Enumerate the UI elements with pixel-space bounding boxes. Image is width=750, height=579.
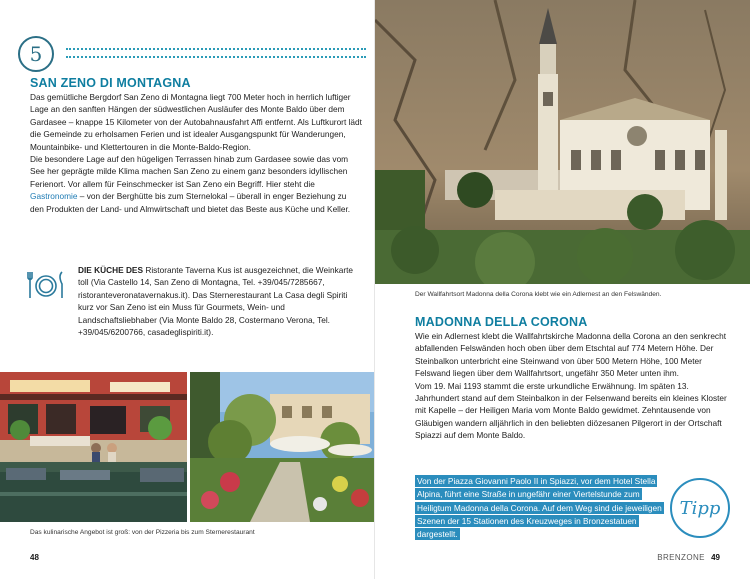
photo-caption-right: Der Wallfahrtsort Madonna della Corona klebt wie ein Adlernest an den Felswänden. (415, 291, 662, 298)
paragraph: Die besondere Lage auf den hügeligen Terrassen hinab zum Gardasee sowie das vom See her geprägte milde Klima machen San Zeno zu einem ganz besonders idyllischen Ferienort. Vor allem für Feinschmecker ist San Zeno ein Begriff. Hier steht die Gastronomie – von der Berghütte bis zum Sternelokal – überall in enger Beziehung zu den Produkten der Land- und Almwirtschaft und bietet das Beste aus Küche und Keller. (30, 154, 351, 214)
page-number-right: 49 (711, 553, 720, 562)
paragraph: Wie ein Adlernest klebt die Wallfahrtskirche Madonna della Corona an den senkrecht abfallenden Felswänden hoch oben über dem Etschtal auf 774 Metern Höhe. Der Steinbalkon unterbricht eine Steinwand von über 500 Metern Höhe, 100 Meter Felswand liegen über dem Wallfahrtsort, ungefähr 350 Meter unten ihm. (415, 331, 726, 379)
kueche-text: DIE KÜCHE DES Ristorante Taverna Kus ist ausgezeichnet, die Weinkarte toll (Via Castello 14, San Zeno di Montagna, Tel. +39/045/7285667, ristoranteveronatavernakus.it). Das Sternerestaurant La Casa degli Spiriti kurz vor San Zeno ist ein Muss für Gourmets, Wein- und Landschaftsliebhaber (Via Monte Baldo 28, Costermano Verona, Tel. +39/045/6200766, casadeglispiriti.it). (78, 265, 354, 338)
photo-caption-left: Das kulinarische Angebot ist groß: von der Pizzeria bis zum Sternerestaurant (30, 529, 255, 536)
section-body-madonna (415, 330, 733, 442)
paragraph: Vom 19. Mai 1193 stammt die erste urkundliche Erwähnung. Im späten 13. Jahrhundert stand auf dem Steinbalkon in der Felsenwand bereits ein kleines Kloster mit Kapelle – der Heiligen Maria vom Monte Baldo gewidmet. Zehntausende von Gläubigen wandern alljährlich in den beliebten diözesanen Pilgerort in der Ortschaft Spiazzi auf dem Monte Baldo. (415, 380, 727, 441)
kueche-heading: DIE KÜCHE DES (78, 265, 144, 275)
page-footer-right (657, 553, 720, 562)
decorative-rule (66, 48, 366, 58)
section-number-badge: 5 (18, 36, 54, 72)
paragraph: Das gemütliche Bergdorf San Zeno di Montagna liegt 700 Meter hoch in herrlich luftiger Lage an den sanften Hängen der südwestlichen Ausläufer des Monte Baldo über dem Gardasee – knappe 15 Kilometer von der Autobahnausfahrt Affi entfernt. Als Luftkurort lädt die Gemeinde zu erholsamen Ferien und ist idealer Ausgangspunkt für Wanderungen, Mountainbike- und Klettertouren in die Monte-Baldo-Region. (30, 92, 362, 152)
section-body-san-zeno (30, 91, 362, 215)
photo-pizzeria-harbor (0, 372, 187, 522)
section-title-madonna: MADONNA DELLA CORONA (415, 315, 588, 329)
tipp-badge-icon: Tipp (670, 478, 730, 538)
cutlery-plate-icon (26, 266, 66, 302)
photo-madonna-della-corona (375, 0, 750, 284)
section-title-san-zeno: SAN ZENO DI MONTAGNA (30, 76, 191, 90)
photo-garden-restaurant (190, 372, 375, 522)
gastronomie-link[interactable]: Gastronomie (30, 191, 78, 202)
tip-text: Von der Piazza Giovanni Paolo II in Spiazzi, vor dem Hotel Stella Alpina, führt eine Straße in ungefähr einer Viertelstunde zum Heiligtum Madonna della Corona. Auf dem Weg sind die jeweiligen Szenen der 15 Stationen des Kreuzweges in Bronzestatuen dargestellt. (417, 476, 662, 540)
right-page (375, 0, 750, 579)
section-label: BRENZONE (657, 553, 705, 562)
page-number-left: 48 (30, 553, 39, 562)
